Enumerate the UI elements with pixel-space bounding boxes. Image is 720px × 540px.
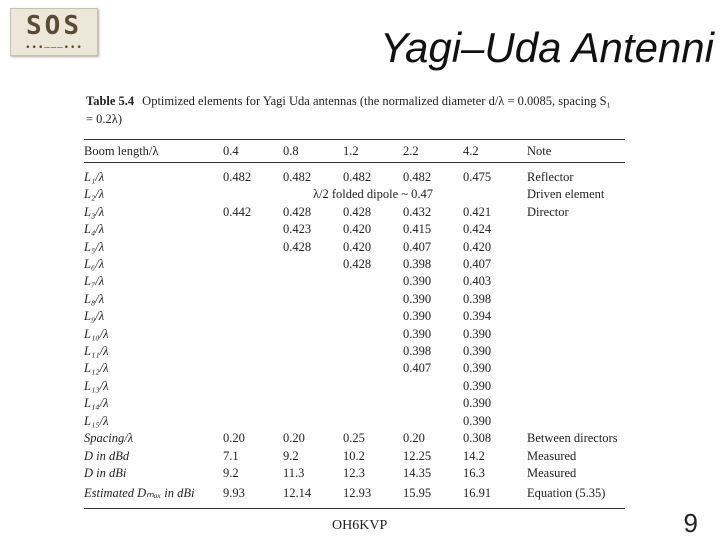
row-note [523, 221, 625, 238]
table-row [84, 273, 625, 290]
logo-morse: •••–––••• [25, 43, 83, 53]
table-cell [283, 395, 343, 412]
row-note [523, 378, 625, 395]
table-row [84, 465, 625, 482]
table-cell: 0.407 [403, 361, 432, 376]
table-cell: 0.428 [343, 257, 372, 272]
row-note [523, 256, 625, 273]
table-cell: 0.398 [403, 344, 432, 359]
table-cell [343, 413, 403, 430]
table-cell [283, 291, 343, 308]
table-cell: 16.91 [463, 482, 523, 509]
row-label: L₅/λ [84, 239, 105, 254]
table-cell: 0.415 [403, 222, 432, 237]
table-cell: 0.20 [223, 431, 245, 446]
table-cell: 0.390 [403, 291, 432, 306]
table-cell: 9.93 [223, 482, 283, 509]
logo-text: SOS [26, 11, 82, 41]
row-note: Between directors [527, 431, 618, 446]
table-cell: 0.390 [463, 326, 492, 341]
table-cell [223, 308, 283, 325]
row-note: Director [527, 204, 569, 219]
table-cell [283, 273, 343, 290]
table-caption-text: Optimized elements for Yagi Uda antennas (the normalized diameter d/λ = 0.0085, spacing S₁ = 0.2λ) [86, 94, 611, 126]
row-label: L₉/λ [84, 309, 105, 324]
table-row [84, 163, 625, 187]
table-cell [403, 395, 463, 412]
footer-callsign: OH6KVP [332, 518, 388, 533]
table-cell [283, 343, 343, 360]
table-cell: 0.394 [463, 309, 492, 324]
table-cell: 16.3 [463, 465, 485, 480]
table-cell: 0.442 [223, 204, 252, 219]
table-cell [283, 326, 343, 343]
row-label: L₁/λ [84, 163, 223, 187]
table-cell: 0.420 [343, 222, 372, 237]
table-cell [343, 291, 403, 308]
table-cell: 0.475 [463, 163, 523, 187]
table-row [84, 308, 625, 325]
row-label: L₁₅/λ [84, 413, 109, 428]
yagi-elements-table [84, 139, 625, 509]
table-cell: 10.2 [343, 448, 365, 463]
row-label: L₃/λ [84, 204, 105, 219]
table-cell: 0.25 [343, 431, 365, 446]
table-cell: 0.482 [223, 163, 283, 187]
slide-title: Yagi–Uda Antenni [380, 24, 714, 71]
row-note [523, 360, 625, 377]
row-label: D in dBd [84, 448, 130, 463]
row-note: Driven element [527, 187, 605, 202]
row-note [523, 413, 625, 430]
table-cell: 0.398 [463, 291, 492, 306]
table-label: Table 5.4 [86, 94, 135, 108]
table-row [84, 482, 625, 509]
table-cell: 0.390 [463, 396, 492, 411]
table-row [84, 256, 625, 273]
table-cell: 0.432 [403, 204, 432, 219]
table-cell [223, 273, 283, 290]
table-cell [223, 378, 283, 395]
column-header: 0.8 [283, 144, 299, 158]
table-cell: 12.3 [343, 465, 365, 480]
table-cell: 0.424 [463, 222, 492, 237]
table-cell: 12.14 [283, 482, 343, 509]
table-cell [223, 326, 283, 343]
row-label: L₁₀/λ [84, 326, 109, 341]
row-label: L₁₂/λ [84, 361, 109, 376]
table-cell: 12.93 [343, 482, 403, 509]
table-cell: 0.421 [463, 204, 492, 219]
table-body [84, 163, 625, 509]
table-cell [403, 413, 463, 430]
table-row [84, 343, 625, 360]
table-cell [283, 378, 343, 395]
table-cell: 0.420 [463, 239, 492, 254]
row-label: L₂/λ [84, 187, 105, 202]
table-cell [403, 378, 463, 395]
row-note [523, 395, 625, 412]
table-cell [283, 308, 343, 325]
table-cell: 0.398 [403, 257, 432, 272]
table-cell: 15.95 [403, 482, 463, 509]
row-label: L₄/λ [84, 222, 105, 237]
row-label: L₇/λ [84, 274, 105, 289]
table-cell: 0.390 [463, 378, 492, 393]
table-cell: 0.428 [283, 204, 312, 219]
row-label: Estimated Dₘₐₓ in dBi [84, 482, 223, 509]
table-cell: 0.428 [343, 204, 372, 219]
row-note [523, 273, 625, 290]
table-cell: 9.2 [223, 465, 239, 480]
row-note [523, 308, 625, 325]
table-cell [343, 326, 403, 343]
table-row [84, 204, 625, 221]
table-row [84, 448, 625, 465]
table-cell: 0.482 [403, 163, 463, 187]
table-cell: 0.20 [403, 431, 425, 446]
table-row [84, 291, 625, 308]
table-cell: 9.2 [283, 448, 299, 463]
row-note [523, 343, 625, 360]
table-cell: 0.390 [463, 413, 492, 428]
table-cell: 0.423 [283, 222, 312, 237]
row-label: L₈/λ [84, 291, 105, 306]
row-label: L₁₄/λ [84, 396, 109, 411]
folded-dipole-cell: λ/2 folded dipole ~ 0.47 [312, 187, 434, 202]
column-header: 2.2 [403, 144, 419, 158]
table-cell: 0.407 [463, 257, 492, 272]
column-header: Boom length/λ [84, 144, 159, 158]
table-cell: 0.390 [463, 344, 492, 359]
table-cell: 0.20 [283, 431, 305, 446]
row-note [523, 326, 625, 343]
column-header: Note [527, 144, 552, 158]
table-cell: 0.482 [343, 163, 403, 187]
table-cell: 0.428 [283, 239, 312, 254]
table-cell [223, 291, 283, 308]
row-note [523, 239, 625, 256]
table-header-row [84, 140, 625, 163]
row-label: L₆/λ [84, 257, 105, 272]
table-cell [223, 239, 283, 256]
row-note: Measured [527, 465, 577, 480]
table-cell [223, 343, 283, 360]
table-cell: 0.403 [463, 274, 492, 289]
table-cell: 0.390 [403, 326, 432, 341]
table-cell [223, 395, 283, 412]
row-label: D in dBi [84, 465, 127, 480]
table-cell: 0.390 [463, 361, 492, 376]
table-cell: 0.390 [403, 309, 432, 324]
row-label: Spacing/λ [84, 431, 134, 446]
table-cell: 0.482 [283, 163, 343, 187]
row-note: Equation (5.35) [523, 482, 625, 509]
column-header: 4.2 [463, 144, 479, 158]
table-cell [283, 360, 343, 377]
table-row [84, 326, 625, 343]
table-cell [283, 256, 343, 273]
table-cell [223, 221, 283, 238]
table-cell [343, 308, 403, 325]
table-row [84, 395, 625, 412]
table-cell: 14.2 [463, 448, 485, 463]
column-header: 0.4 [223, 144, 239, 158]
table-cell [223, 360, 283, 377]
sos-logo [10, 8, 98, 56]
row-note [523, 291, 625, 308]
row-note: Measured [527, 448, 577, 463]
table-cell [223, 413, 283, 430]
row-label: L₁₃/λ [84, 378, 109, 393]
table-cell [223, 256, 283, 273]
table-cell: 0.407 [403, 239, 432, 254]
table-cell: 0.390 [403, 274, 432, 289]
table-caption [86, 92, 616, 128]
table-cell: 11.3 [283, 465, 305, 480]
page-number: 9 [683, 508, 698, 538]
table-cell [283, 413, 343, 430]
table-row [84, 186, 625, 203]
table-cell [343, 343, 403, 360]
table-cell: 0.308 [463, 431, 492, 446]
table-row [84, 239, 625, 256]
table-cell [343, 395, 403, 412]
table-row [84, 378, 625, 395]
table-row [84, 413, 625, 430]
table-row [84, 221, 625, 238]
table-cell: 14.35 [403, 465, 432, 480]
table-row [84, 360, 625, 377]
row-note: Reflector [523, 163, 625, 187]
table-row [84, 430, 625, 447]
column-header: 1.2 [343, 144, 359, 158]
table-cell: 12.25 [403, 448, 432, 463]
table-cell [343, 378, 403, 395]
table-cell: 0.420 [343, 239, 372, 254]
table-cell [343, 360, 403, 377]
table-cell: 7.1 [223, 448, 239, 463]
table-cell [343, 273, 403, 290]
row-label: L₁₁/λ [84, 344, 109, 359]
